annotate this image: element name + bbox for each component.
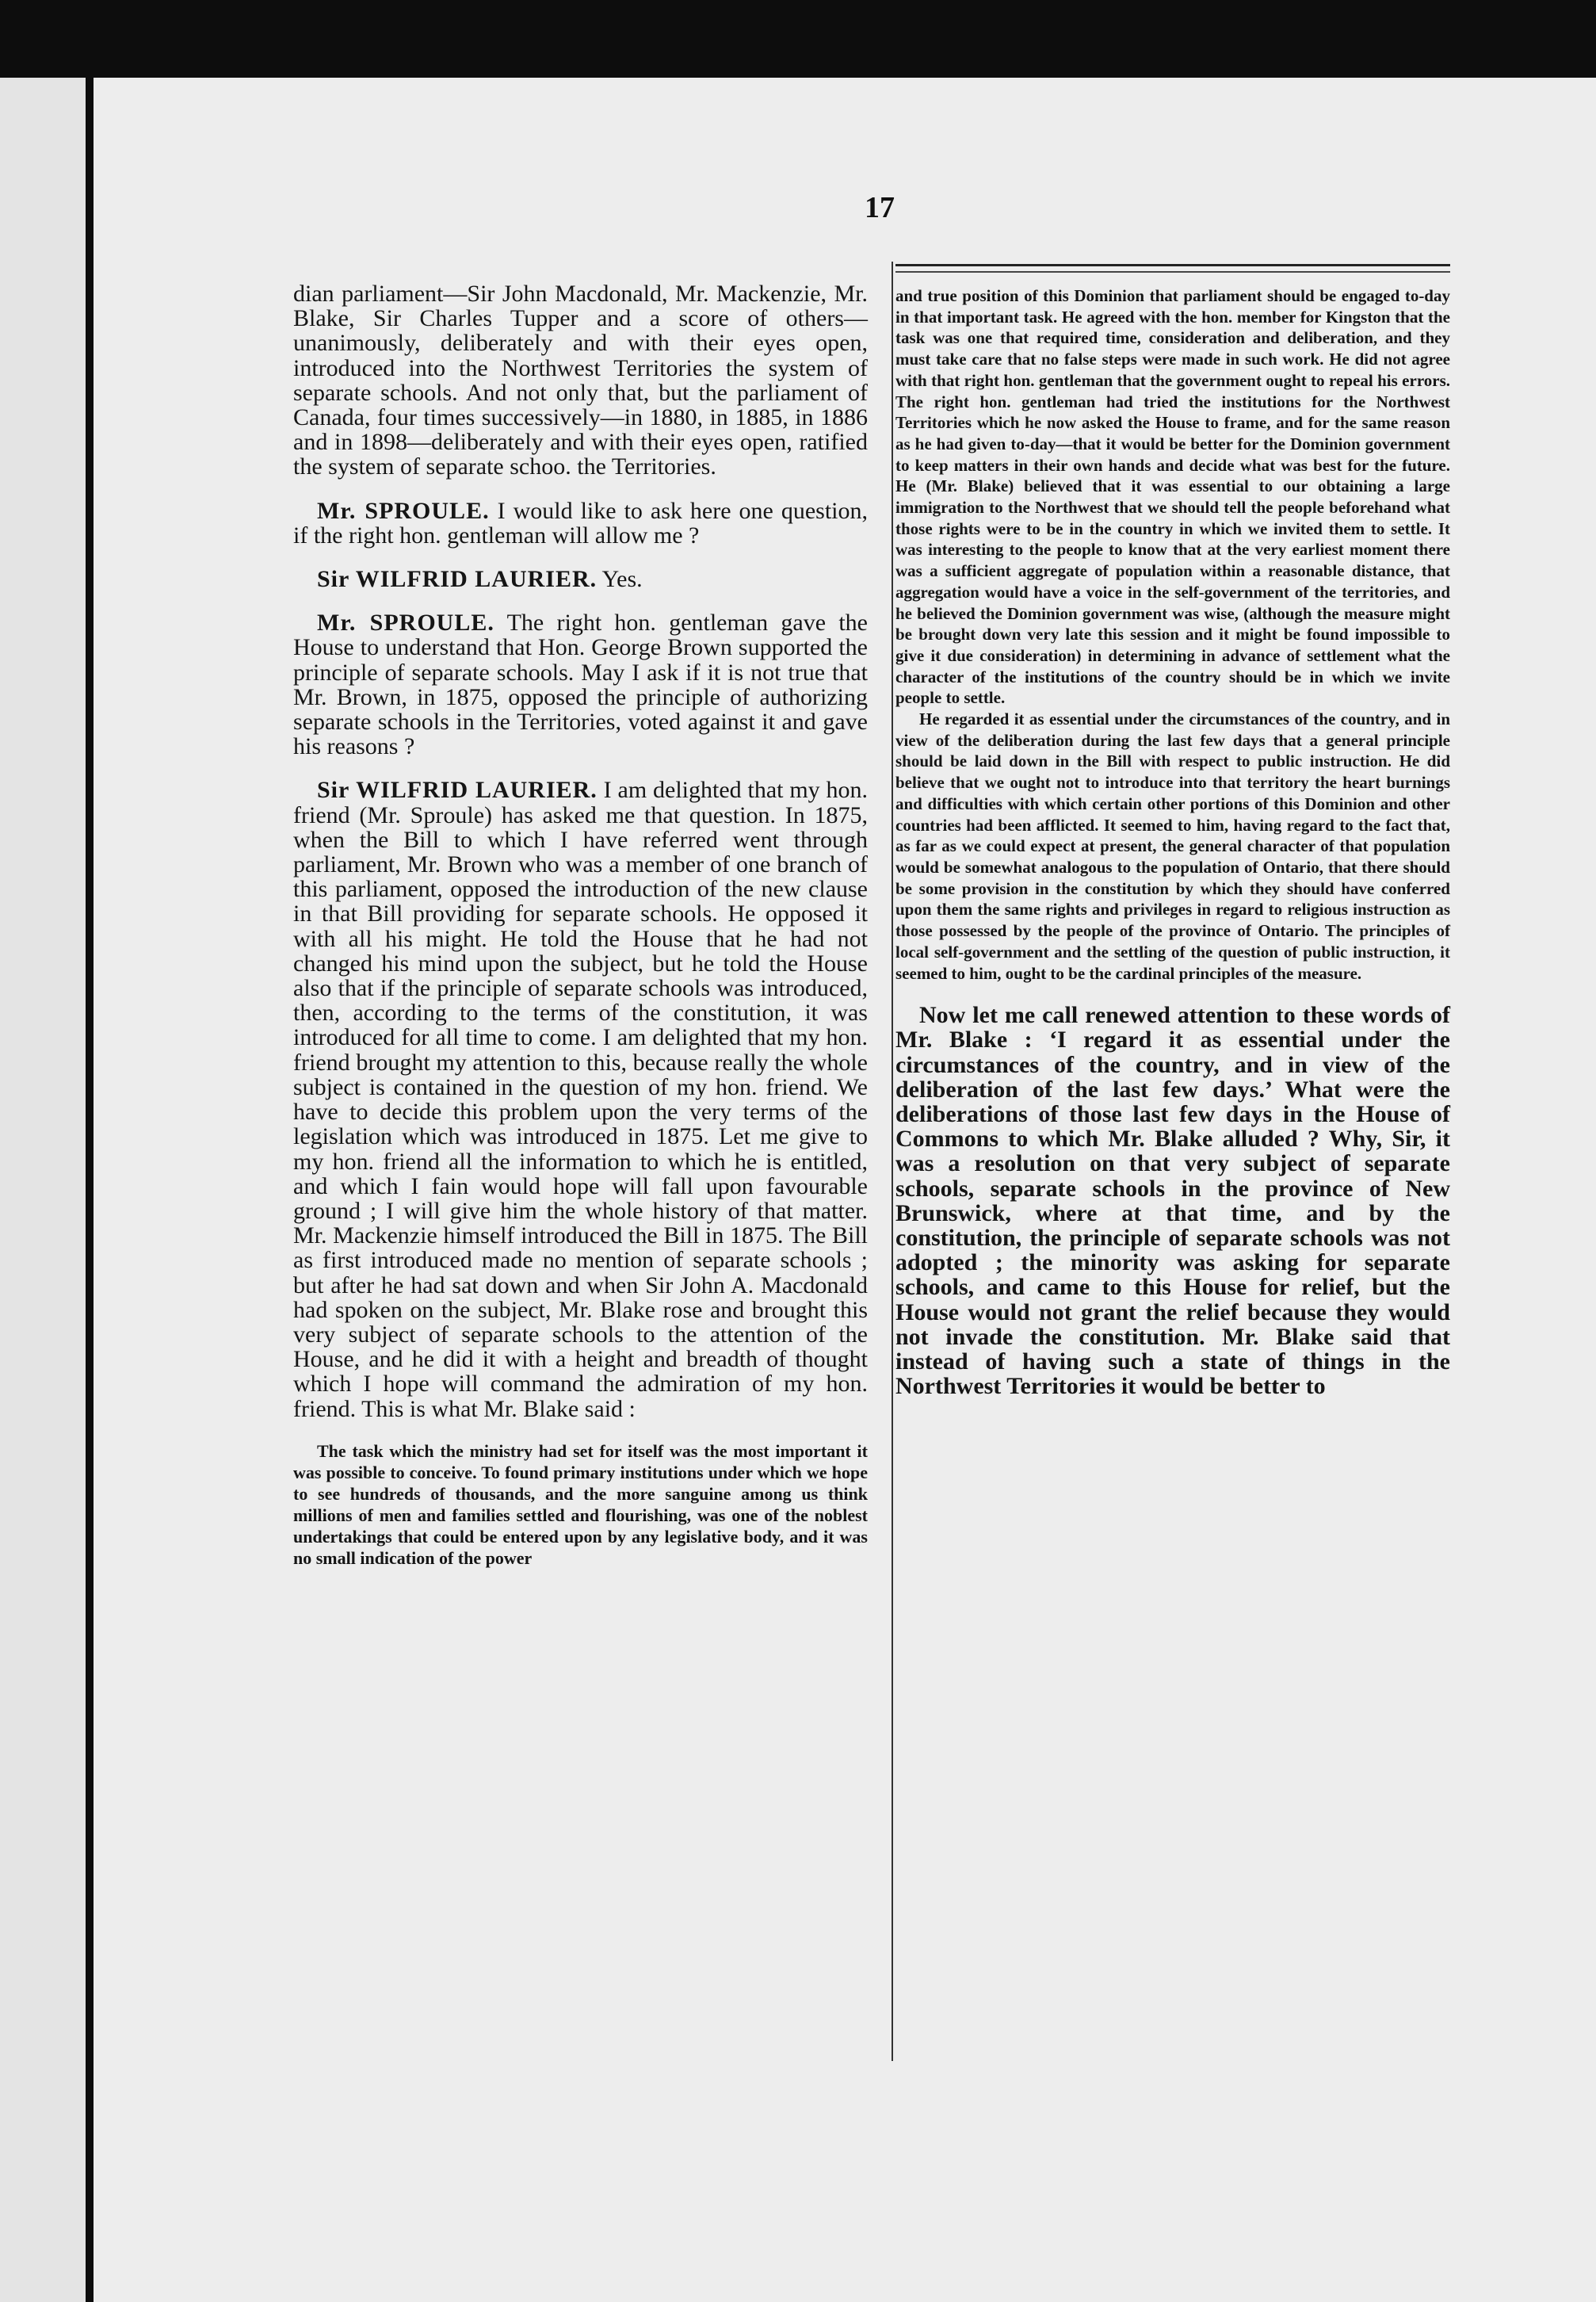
speech-text: The right hon. gentleman gave the House to understand that Hon. George Brown supported the principle of separate schools. May I ask if it is not true that Mr. Brown, in 1875, opposed the principle of authorizing separate schools in the Territories, voted against it and gave his reasons ? bbox=[293, 610, 868, 760]
speaker-sproule: Mr. SPROULE. bbox=[317, 497, 490, 524]
laurier-reply-2 bbox=[293, 778, 868, 1421]
column-divider bbox=[892, 262, 893, 2061]
laurier-reply-1 bbox=[293, 567, 868, 591]
scan-top-border bbox=[0, 0, 1596, 78]
scan-left-gap bbox=[86, 78, 94, 2302]
blake-quote: The task which the ministry had set for itself was the most important it was possible to conceive. To found primary institutions under which we hope to see hundreds of thousands, and the more sanguine among us think millions of men and families settled and flourishing, was one of the noblest undertakings that could be entered upon by any legislative body, and it was no small indication of the power bbox=[293, 1440, 868, 1568]
laurier-commentary: Now let me call renewed attention to these words of Mr. Blake : ‘I regard it as essential under the circumstances of the country, and in view of the deliberation of the last few days.’ What were the deliberations of those last few days in the House of Commons to which Mr. Blake alluded ? Why, Sir, it was a resolution on that very subject of separate schools, separate schools in the province of New Brunswick, where at that time, and by the constitution, the principle of separate schools was not adopted ; the minority was asking for separate schools, and came to this House for relief, but the House would not grant the relief because they would not invade the constitution. Mr. Blake said that instead of having such a state of things in the Northwest Territories it would be better to bbox=[895, 1002, 1450, 1400]
left-column bbox=[293, 281, 868, 1569]
scan-left-margin bbox=[0, 78, 86, 2302]
speaker-laurier: Sir WILFRID LAURIER. bbox=[317, 566, 598, 593]
right-column bbox=[895, 285, 1450, 1398]
speaker-laurier: Sir WILFRID LAURIER. bbox=[317, 777, 598, 804]
sproule-question-2 bbox=[293, 610, 868, 759]
speech-text: I am delighted that my hon. friend (Mr. Sproule) has asked me that question. In 1875, when the Bill to which I have referred went through parliament, Mr. Brown who was a member of one branch of this parliament, opposed the introduction of the new clause in that Bill providing for separate schools. He opposed it with all his might. He told the House that he had not changed his mind upon the subject, but he told the House also that if the principle of separate schools was introduced, then, according to the terms of the constitution, it was introduced for all time to come. I am delighted that my hon. friend brought my attention to this, because really the whole subject is contained in the question of my hon. friend. We have to decide this problem upon the very terms of the legislation which was introduced in 1875. Let me give to my hon. friend all the information to which he is entitled, and which I fain would hope will fall upon favourable ground ; I will give him the whole history of that matter. Mr. Mackenzie himself introduced the Bill in 1875. The Bill as first introduced made no mention of separate schools ; but after he had sat down and when Sir John A. Macdonald had spoken on the subject, Mr. Blake rose and brought this very subject of separate schools to the attention of the House, and he did it with a height and breadth of thought which I hope will command the admiration of my hon. friend. This is what Mr. Blake said : bbox=[293, 777, 868, 1422]
header-rule bbox=[895, 264, 1450, 266]
sproule-question-1 bbox=[293, 499, 868, 548]
blake-quote-paragraph-2: He regarded it as essential under the circumstances of the country, and in view of the deliberation during the last few days that a general principle should be laid down in the Bill with respect to public instruction. He did believe that we ought not to introduce into that territory the heart burnings and difficulties with which certain other portions of this Dominion and other countries had been afflicted. It seemed to him, having regard to the fact that, as far as we could expect at present, the general character of that population would be somewhat analogous to the population of Ontario, that there should be some provision in the constitution by which they should have conferred upon them the same rights and privileges in regard to religious instruction as those possessed by the people of the province of Ontario. The principles of local self-government and the settling of the question of public instruction, it seemed to him, ought to be the cardinal principles of the measure. bbox=[895, 709, 1450, 983]
page-number: 17 bbox=[865, 191, 895, 224]
blake-quote-continued: and true position of this Dominion that parliament should be engaged to-day in that important task. He agreed with the hon. member for Kingston that the task was one that required time, consideration and deliberation, and they must take care that no false steps were made in such work. He did not agree with that right hon. gentleman that the government ought to repeal his errors. The right hon. gentleman had tried the institutions for the Northwest Territories which he now asked the House to frame, and for the same reason as he had given to-day—that it would be better for the Dominion government to keep matters in their own hands and decide what was best for the future. He (Mr. Blake) believed that it was essential to our obtaining a large immigration to the Northwest that we should tell the people beforehand what those rights were to be in the country in which we invited them to settle. It was interesting to the people to know that at the very earliest moment there was a sufficient aggregate of population within a reasonable distance, that aggregation would have a voice in the self-government of the territories, and he believed the Dominion government was wise, (although the measure might be brought down very late this session and it might be found impossible to give it due consideration) in determining in advance of settlement what the character of the institutions of the country should be in which we invite people to settle. bbox=[895, 286, 1450, 708]
paragraph-parliament: dian parliament—Sir John Macdonald, Mr. Mackenzie, Mr. Blake, Sir Charles Tupper and a score of others—unanimously, deliberately and with their eyes open, introduced into the Northwest Territories the system of separate schools. And not only that, but the parliament of Canada, four times successively—in 1880, in 1885, in 1886 and in 1898—deliberately and with their eyes open, ratified the system of separate schoo. the Territories. bbox=[293, 281, 868, 480]
speech-text: Yes. bbox=[601, 566, 643, 593]
header-rule-secondary bbox=[895, 271, 1450, 273]
speech-text: I would like to ask here one question, if the right hon. gentleman will allow me ? bbox=[293, 497, 869, 549]
speaker-sproule: Mr. SPROULE. bbox=[317, 610, 494, 637]
